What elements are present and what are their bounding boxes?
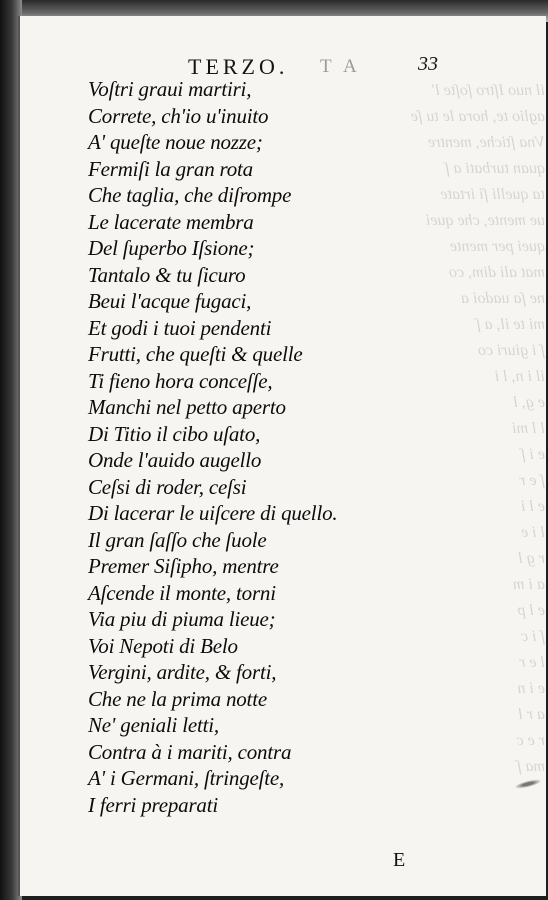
verse-line: Di Titio il cibo uſato,: [88, 421, 261, 446]
verse-line: Aſcende il monte, torni: [88, 580, 276, 605]
verse-line: Contra à i mariti, contra: [88, 739, 292, 764]
signature-mark: E: [393, 849, 406, 871]
verse-line: Onde l'auido augello: [88, 448, 262, 472]
verse-line: Di lacerar le uiſcere di quello.: [88, 501, 338, 525]
verse-line: Correte, ch'io u'inuito: [88, 103, 269, 128]
verse-line: Che ne la prima notte: [88, 686, 267, 711]
page-number: 33: [418, 53, 438, 75]
verse-line: Voi Nepoti di Belo: [88, 633, 238, 658]
verse-list: [88, 76, 337, 818]
verse-line: Frutti, che queſti & quelle: [88, 342, 303, 366]
verse-line: Il gran ſaſſo che ſuole: [88, 527, 267, 552]
verse-line: Vergini, ardite, & forti,: [88, 660, 277, 684]
verse-line: Via piu di piuma lieue;: [88, 607, 276, 631]
show-through-text: il nuo Iſtro ſoſte l' aglio te, hora le tu ſe Vna ſtiche, mentre quan turbati a ſ ta quelli ſi irtate ue mente, che quei quei per mente mat ali dim, co ne ſa uadoi a mi te il, a ſ ſ i giuri co il i n, l i e g, l l l mi e i ſ ſ e r e l i l i e r g l a i m e l p ſ i c l e r e i n a r l r e c ma ſ: [410, 82, 545, 775]
verse-line: Ti fieno hora conceſſe,: [88, 368, 273, 393]
running-header-bleed: T A: [320, 56, 361, 77]
verse-line: Beui l'acque fugaci,: [88, 289, 252, 313]
verse-line: Fermiſi la gran rota: [88, 156, 253, 181]
verse-line: A' i Germani, ſtringeſte,: [88, 766, 285, 790]
book-page: [18, 16, 546, 896]
verse-line: A' queſte noue nozze;: [88, 130, 263, 154]
verse-line: Premer Siſipho, mentre: [88, 554, 279, 578]
verse-line: Ne' geniali letti,: [88, 713, 219, 737]
running-header: TERZO.: [188, 54, 289, 79]
verse-line: Del ſuperbo Iſsione;: [88, 236, 255, 260]
verse-line: Manchi nel petto aperto: [88, 395, 286, 419]
verse-line: I ferri preparati: [88, 792, 218, 817]
verse-line: Le lacerate membra: [88, 209, 254, 234]
verse-line: Voſtri graui martiri,: [88, 77, 252, 101]
verse-line: Ceſsi di roder, ceſsi: [88, 474, 247, 499]
verse-line: Che taglia, che diſrompe: [88, 183, 292, 207]
verse-line: Tantalo & tu ſicuro: [88, 262, 246, 287]
verse-line: Et godi i tuoi pendenti: [88, 315, 272, 340]
